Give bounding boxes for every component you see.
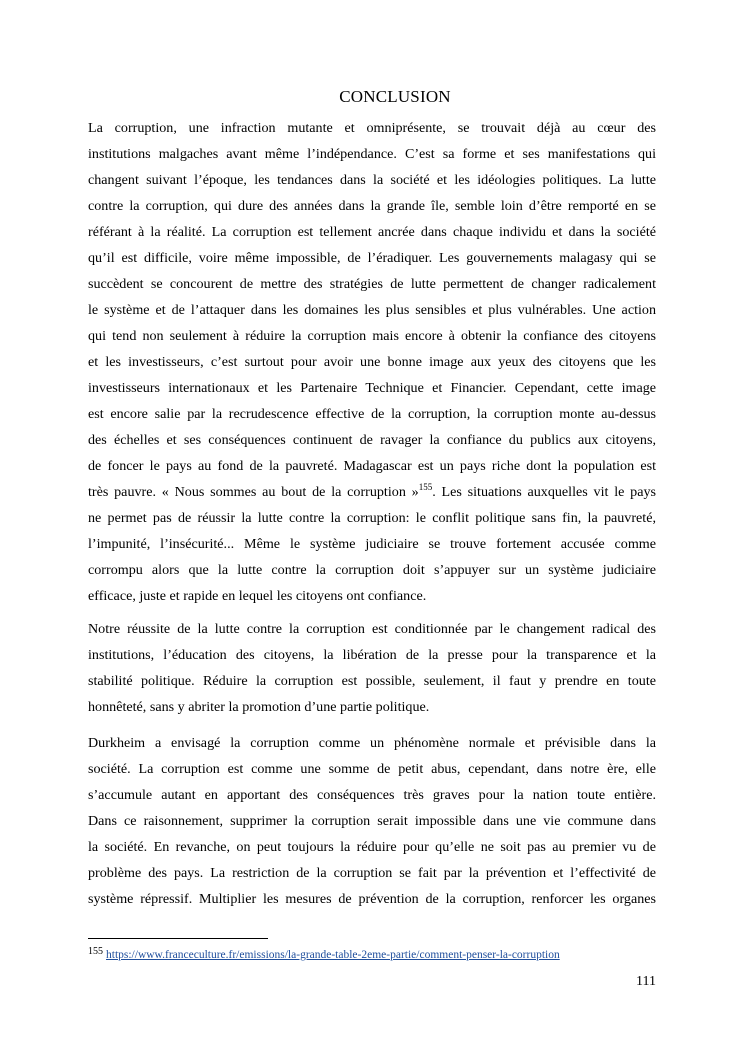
text-line: le système et de l’attaquer dans les domaines les plus sensibles et plus vulnérables. Une action: [88, 302, 656, 318]
text-line: problème des pays. La restriction de la corruption se fait par la prévention et l’effectivité de: [88, 865, 656, 881]
text-line: la société. En revanche, on peut toujours la réduire pour qu’elle ne soit pas au premier vu de: [88, 839, 656, 855]
line-text-after-note: . Les situations auxquelles vit le pays: [432, 484, 656, 500]
footnote-number: 155: [88, 946, 103, 957]
text-line: société. La corruption est comme une somme de petit abus, cependant, dans notre ère, elle: [88, 761, 656, 777]
text-line: s’accumule autant en apportant des conséquences très graves pour la nation toute entière.: [88, 787, 656, 803]
text-line: et les investisseurs, c’est surtout pour avoir une bonne image aux yeux des citoyens que les: [88, 354, 656, 370]
text-line: changent suivant l’époque, les tendances dans la société et les idéologies politiques. La lutte: [88, 172, 656, 188]
text-line: ne permet pas de réussir la lutte contre la corruption: le conflit politique sans fin, la pauvreté,: [88, 510, 656, 526]
footnote-link[interactable]: https://www.franceculture.fr/emissions/la-grande-table-2eme-partie/comment-penser-la-corruption: [106, 949, 560, 961]
text-line: Notre réussite de la lutte contre la corruption est conditionnée par le changement radical des: [88, 621, 656, 637]
footnote-separator: [88, 938, 268, 939]
text-line: qu’il est difficile, voire même impossible, de l’éradiquer. Les gouvernements malagasy qui se: [88, 250, 656, 266]
text-line: qui tend non seulement à réduire la corruption mais encore à obtenir la confiance des citoyens: [88, 328, 656, 344]
paragraph-3: [88, 730, 656, 912]
text-line: des échelles et ses conséquences continuent de ravager la confiance du publics aux citoyens,: [88, 432, 656, 448]
text-line: La corruption, une infraction mutante et omniprésente, se trouvait déjà au cœur des: [88, 120, 656, 136]
text-line: succèdent se concourent de mettre des stratégies de lutte permettent de changer radicalement: [88, 276, 656, 292]
footnote-reference[interactable]: 155: [418, 482, 433, 492]
text-line: institutions, l’éducation des citoyens, la libération de la presse pour la transparence et la: [88, 647, 656, 663]
text-line: Durkheim a envisagé la corruption comme un phénomène normale et prévisible dans la: [88, 735, 656, 751]
text-line: l’impunité, l’insécurité... Même le système judiciaire se trouve fortement accusée comme: [88, 536, 656, 552]
text-line: investisseurs internationaux et les Partenaire Technique et Financier. Cependant, cette image: [88, 380, 656, 396]
text-line: de foncer le pays au fond de la pauvreté. Madagascar est un pays riche dont la population est: [88, 458, 656, 474]
text-line: est encore salie par la recrudescence effective de la corruption, la corruption monte au-dessus: [88, 406, 656, 422]
paragraph-2: [88, 616, 656, 720]
text-line: contre la corruption, qui dure des années dans la grande île, semble loin d’être remporté en se: [88, 198, 656, 214]
text-line: efficace, juste et rapide en lequel les citoyens ont confiance.: [88, 588, 427, 604]
text-line-with-footnote-ref: [88, 479, 656, 505]
text-line: système répressif. Multiplier les mesures de prévention de la corruption, renforcer les organes: [88, 891, 656, 907]
text-line: référant à la réalité. La corruption est tellement ancrée dans chaque individu et dans la société: [88, 224, 656, 240]
page-number: 111: [636, 974, 656, 989]
page-title: CONCLUSION: [339, 87, 451, 106]
text-line: institutions malgaches avant même l’indépendance. C’est sa forme et ses manifestations qui: [88, 146, 656, 162]
text-line: corrompu alors que la lutte contre la corruption doit s’appuyer sur un système judiciaire: [88, 562, 656, 578]
text-line: stabilité politique. Réduire la corruption est possible, seulement, il faut y prendre en toute: [88, 673, 656, 689]
text-line: Dans ce raisonnement, supprimer la corruption serait impossible dans une vie commune dans: [88, 813, 656, 829]
text-line: honnêteté, sans y abriter la promotion d’une partie politique.: [88, 699, 430, 715]
line-text-before-note: très pauvre. « Nous sommes au bout de la corruption »: [88, 484, 419, 500]
footnote: [88, 946, 560, 961]
paragraph-1: [88, 115, 656, 609]
